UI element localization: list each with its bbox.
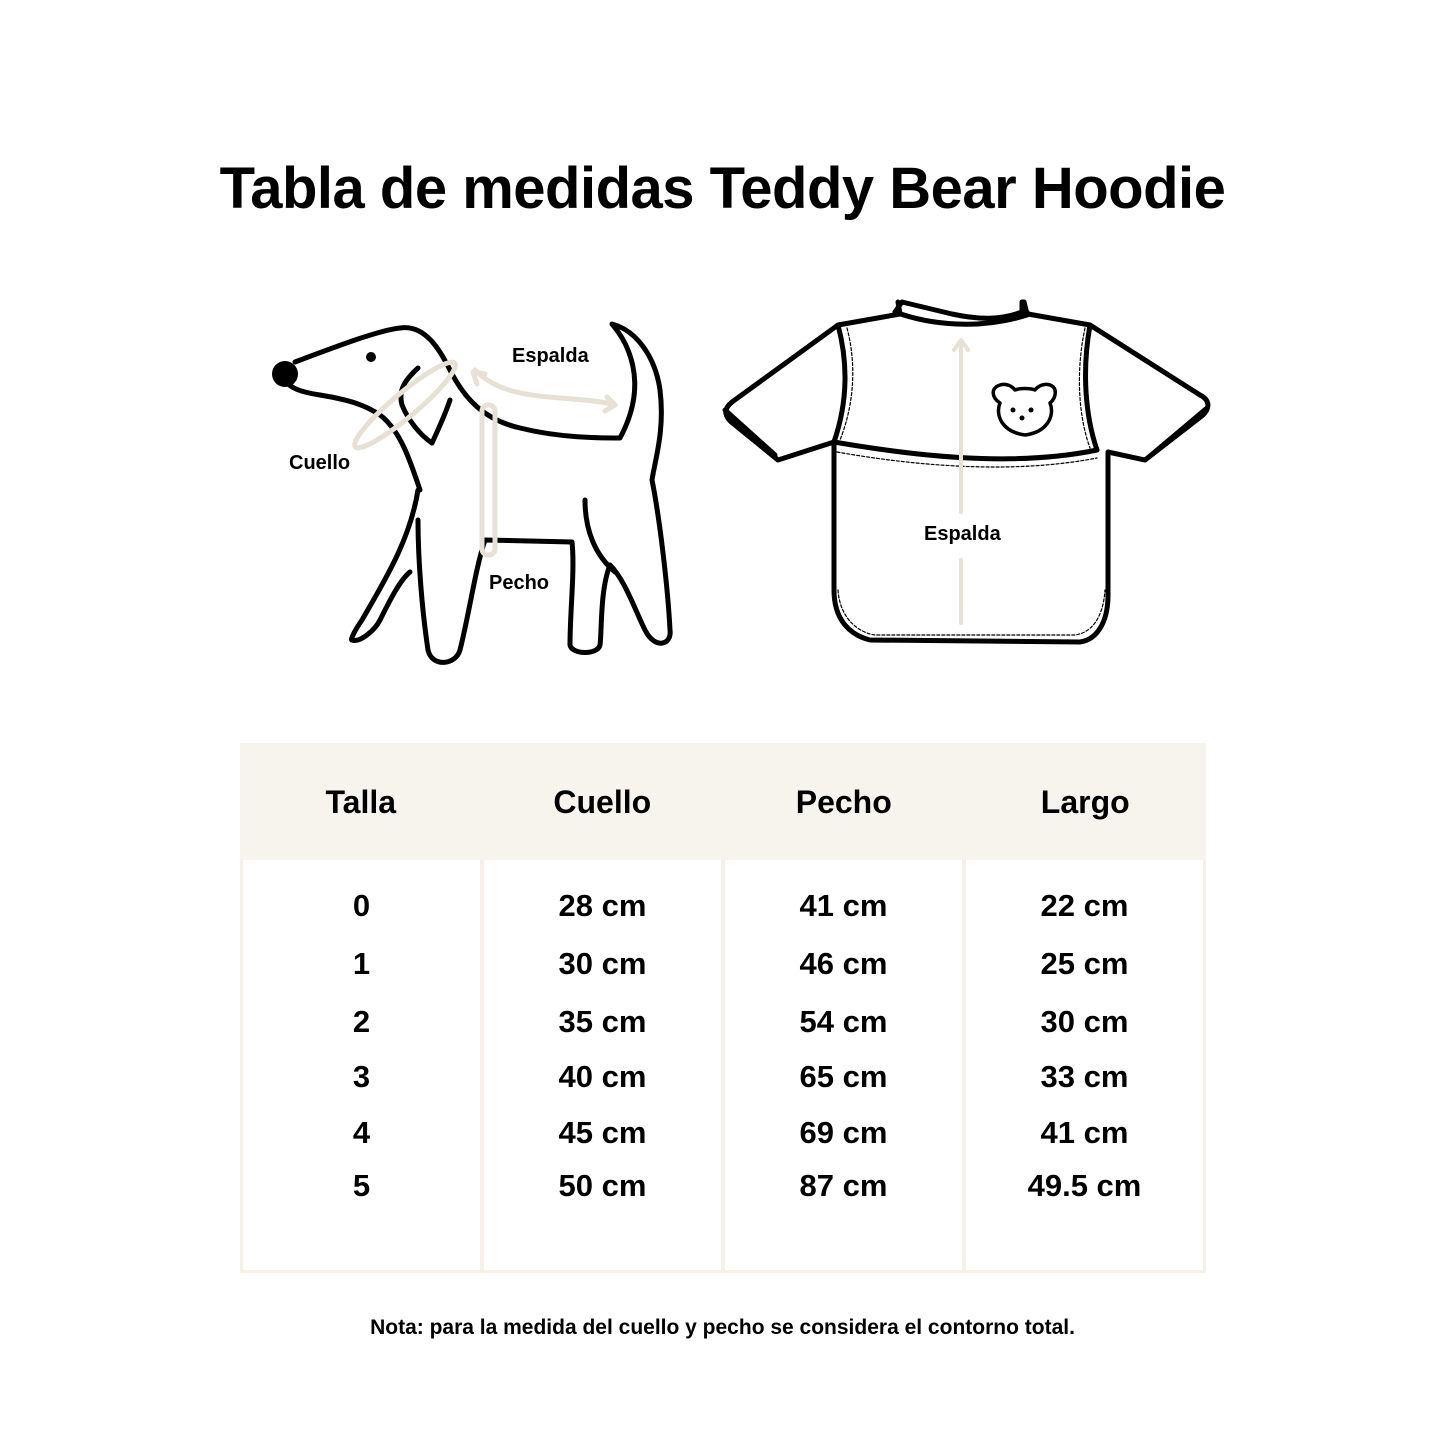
dog-eye-icon (366, 352, 376, 362)
footnote: Nota: para la medida del cuello y pecho se considera el contorno total. (370, 1316, 1075, 1339)
header-length: Largo (1040, 784, 1130, 820)
cell-chest: 54 cm (799, 1004, 888, 1039)
dog-nose-icon (272, 361, 298, 387)
cell-neck: 45 cm (558, 1115, 647, 1150)
cell-neck: 50 cm (558, 1168, 647, 1203)
column-size (243, 860, 480, 1270)
cell-length: 41 cm (1040, 1115, 1129, 1150)
dog-illustration (260, 310, 700, 680)
header-chest: Pecho (795, 784, 892, 820)
dog-label-neck: Cuello (289, 452, 351, 474)
cell-length: 33 cm (1040, 1059, 1129, 1094)
column-chest (725, 860, 962, 1270)
cell-chest: 65 cm (799, 1059, 888, 1094)
cell-size: 3 (352, 1059, 371, 1094)
cell-neck: 28 cm (558, 888, 647, 923)
dog-label-chest: Pecho (489, 572, 550, 594)
cell-size: 5 (352, 1168, 371, 1203)
cell-length: 25 cm (1040, 946, 1129, 981)
cell-chest: 46 cm (799, 946, 888, 981)
dog-label-back: Espalda (512, 345, 589, 367)
cell-chest: 87 cm (799, 1168, 888, 1203)
size-table (240, 743, 1206, 1273)
cell-chest: 41 cm (799, 888, 888, 923)
column-length (966, 860, 1203, 1270)
teddy-bear-icon (993, 320, 1055, 435)
cell-neck: 35 cm (558, 1004, 647, 1039)
hoodie-label-back: Espalda (924, 523, 1001, 545)
table-header (240, 743, 1206, 860)
cell-neck: 40 cm (558, 1059, 647, 1094)
cell-size: 4 (352, 1115, 371, 1150)
page-title: Tabla de medidas Teddy Bear Hoodie (219, 156, 1226, 221)
cell-size: 1 (352, 946, 371, 981)
cell-length: 49.5 cm (1027, 1168, 1142, 1203)
header-neck: Cuello (553, 784, 652, 820)
cell-size: 2 (352, 1004, 371, 1039)
cell-size: 0 (352, 888, 371, 923)
cell-length: 30 cm (1040, 1004, 1129, 1039)
cell-chest: 69 cm (799, 1115, 888, 1150)
hoodie-illustration (710, 290, 1220, 660)
cell-length: 22 cm (1040, 888, 1129, 923)
column-neck (484, 860, 721, 1270)
table-body (240, 860, 1206, 1273)
header-size: Talla (325, 784, 397, 820)
cell-neck: 30 cm (558, 946, 647, 981)
